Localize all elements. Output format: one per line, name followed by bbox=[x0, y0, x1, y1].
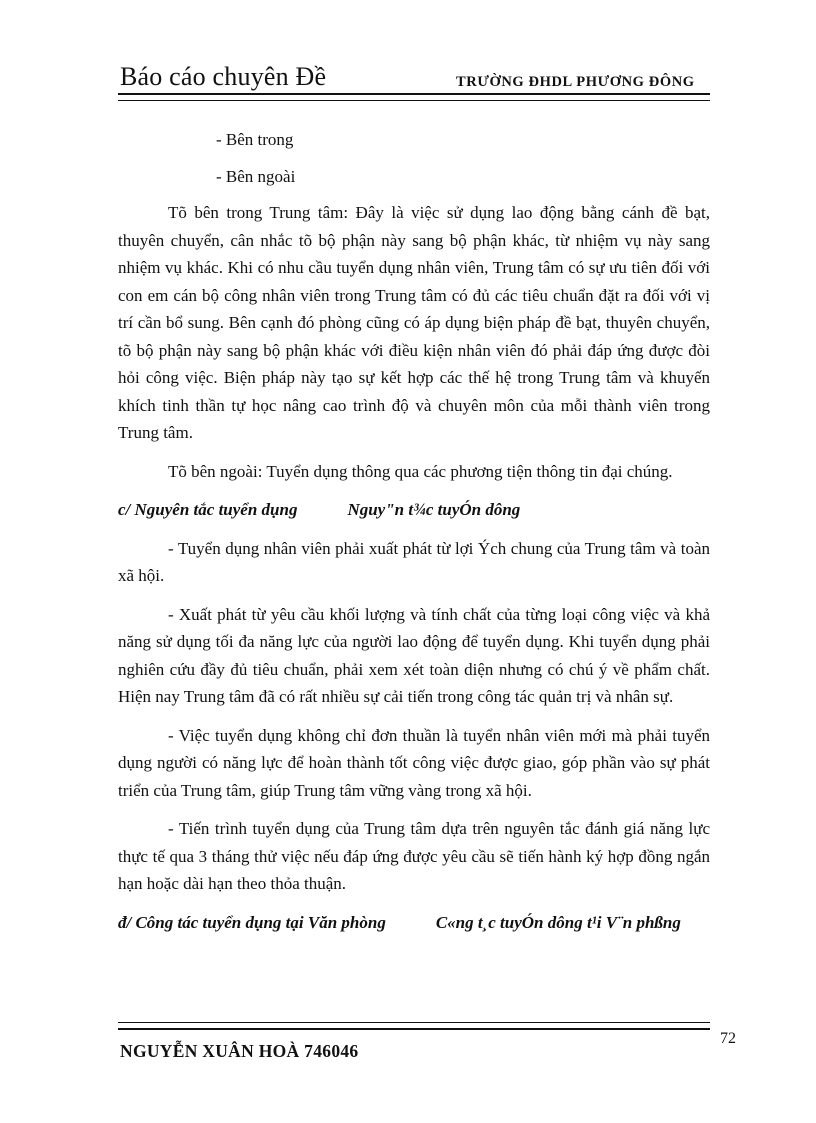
bullet-outside: - Bên ngoài bbox=[216, 166, 296, 186]
institution-name: TRƯỜNG ĐHDL PHƯƠNG ĐÔNG bbox=[456, 74, 695, 90]
heading-d-text: đ/ Công tác tuyển dụng tại Văn phòng bbox=[118, 912, 386, 932]
paragraph-external-recruitment: Tõ bên ngoài: Tuyển dụng thông qua các phương tiện thông tin đại chúng. bbox=[168, 461, 673, 481]
page-body bbox=[118, 126, 710, 936]
principle-paragraph: - Xuất phát từ yêu cầu khối lượng và tính chất của từng loại công việc và khả năng sử dụng tối đa năng lực của người lao động để tuyển dụng. Khi tuyển dụng phải nghiên cứu đầy đủ tiêu chuẩn, phải xem xét toàn diện nhưng có chú ý về phẩm chất. Hiện nay Trung tâm đã có rất nhiều sự cải tiến trong công tác quản trị và nhân sự. bbox=[118, 604, 710, 706]
bullet-inside: - Bên trong bbox=[216, 130, 294, 149]
page-number: 72 bbox=[720, 1030, 736, 1047]
heading-c-text: c/ Nguyên tắc tuyển dụng bbox=[118, 500, 298, 519]
report-title: Báo cáo chuyên Đề bbox=[120, 62, 327, 91]
heading-d-legacy-text: C«ng t¸c tuyÓn dông t¹i V¨n phßng bbox=[435, 912, 681, 932]
section-heading-d bbox=[118, 909, 710, 937]
footer-divider bbox=[118, 1022, 710, 1030]
principle-paragraph: - Tuyển dụng nhân viên phải xuất phát từ lợi Ých chung của Trung tâm và toàn xã hội. bbox=[118, 538, 710, 585]
header-divider bbox=[118, 93, 710, 101]
section-heading-c bbox=[118, 496, 710, 524]
heading-c-legacy-text: Nguy"n t¾c tuyÓn dông bbox=[347, 500, 521, 519]
principle-paragraph: - Việc tuyển dụng không chỉ đơn thuần là tuyển nhân viên mới mà phải tuyển dụng người có năng lực để hoàn thành tốt công việc được giao, góp phần vào sự phát triển của Trung tâm, giúp Trung tâm vững vàng trong xã hội. bbox=[118, 725, 710, 800]
principle-paragraph: - Tiến trình tuyển dụng của Trung tâm dựa trên nguyên tắc đánh giá năng lực thực tế qua 3 tháng thử việc nếu đáp ứng được yêu cầu sẽ tiến hành ký hợp đồng ngắn hạn hoặc dài hạn theo thỏa thuận. bbox=[118, 819, 710, 893]
paragraph-internal-recruitment: Tõ bên trong Trung tâm: Đây là việc sử dụng lao động bằng cánh đề bạt, thuyên chuyển, cân nhắc tõ bộ phận này sang bộ phận khác, từ nhiệm vụ này sang nhiệm vụ khác. Khi có nhu cầu tuyển dụng nhân viên, Trung tâm có sự ưu tiên đối với con em cán bộ công nhân viên trong Trung tâm có đủ các tiêu chuẩn đặt ra đối với vị trí cần bổ sung. Bên cạnh đó phòng cũng có áp dụng biện pháp đề bạt, thuyên chuyển, tõ bộ phận này sang bộ phận khác với điều kiện nhân viên đó phải đáp ứng được đòi hỏi công việc. Biện pháp này tạo sự kết hợp các thế hệ trong Trung tâm và khuyến khích tinh thần tự học nâng cao trình độ và chuyên môn của mỗi thành viên trong Trung tâm. bbox=[118, 203, 710, 442]
author-name: NGUYỄN XUÂN HOÀ 746046 bbox=[120, 1041, 359, 1061]
